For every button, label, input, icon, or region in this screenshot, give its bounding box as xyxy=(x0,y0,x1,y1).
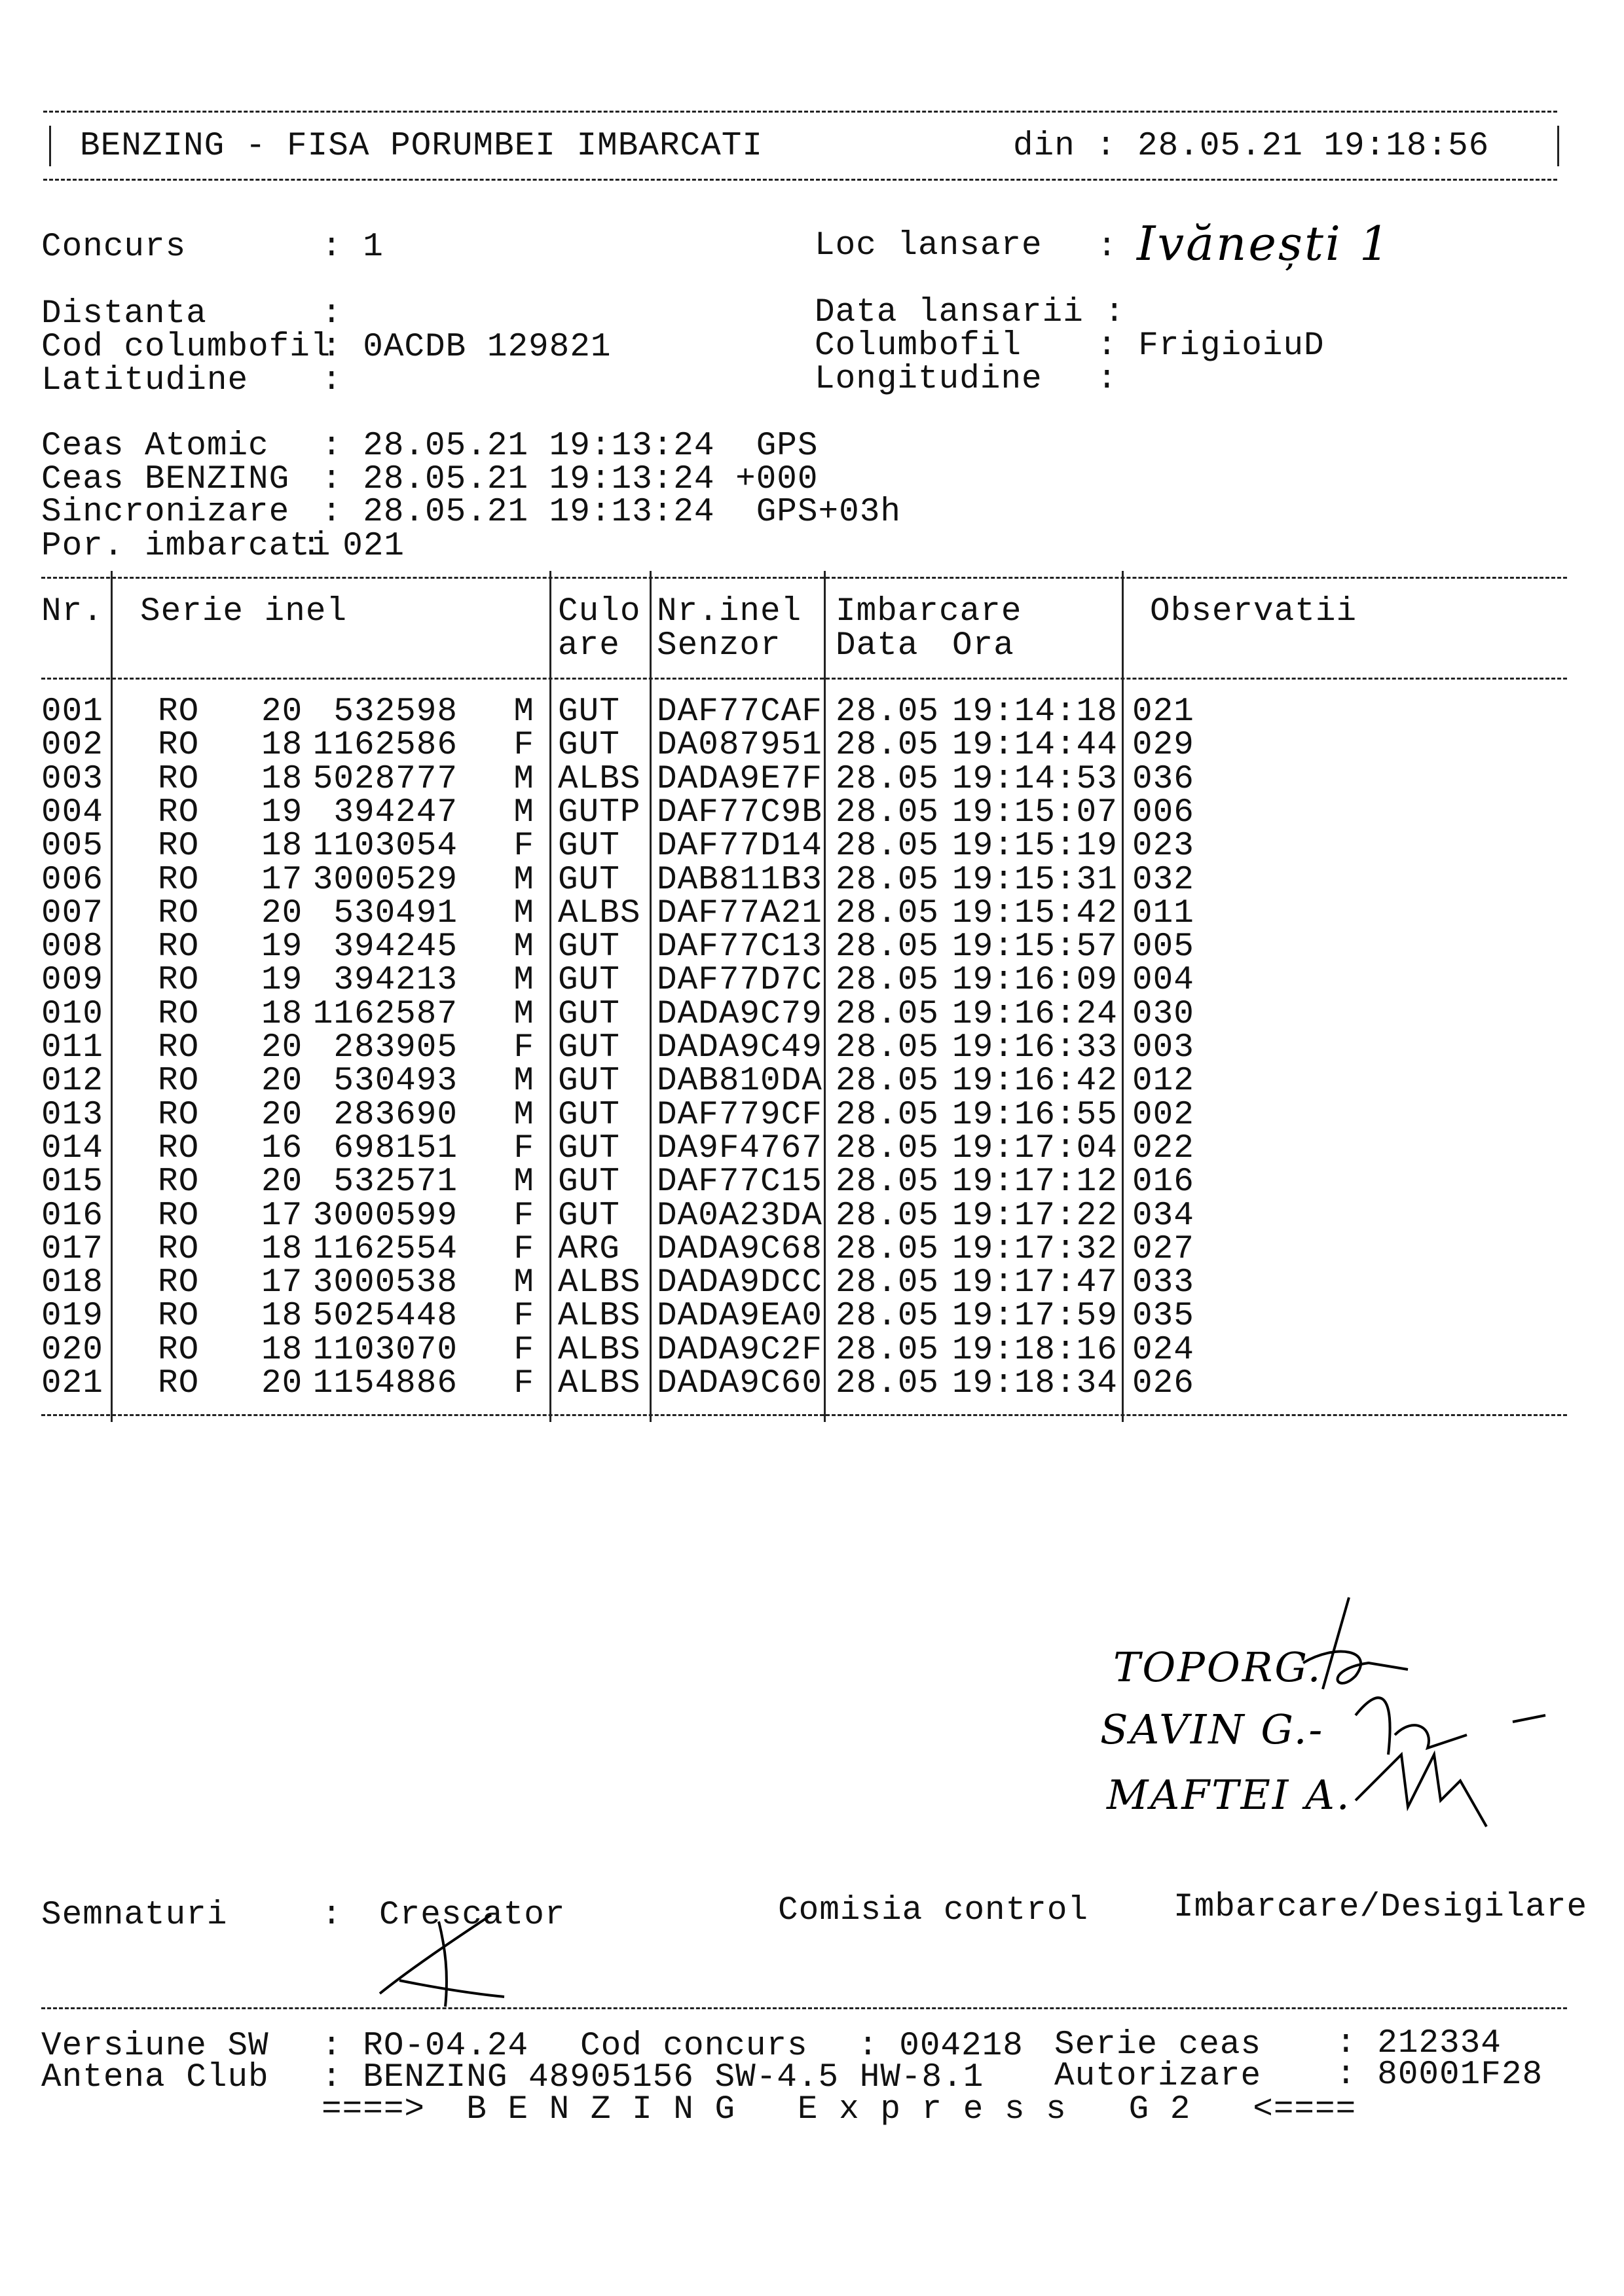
row-country: RO xyxy=(158,1331,200,1369)
row-ring-number: 5028777 xyxy=(312,760,458,798)
row-sex: F xyxy=(513,828,534,866)
row-country: RO xyxy=(158,1197,200,1235)
cod-concurs-label: Cod concurs xyxy=(580,2028,808,2065)
row-sensor-id: DAB810DA xyxy=(657,1063,822,1101)
row-time: 19:16:09 xyxy=(952,962,1118,1000)
row-time: 19:17:59 xyxy=(952,1298,1118,1336)
row-observation: 002 xyxy=(1132,1096,1194,1134)
row-ring-number: 3000538 xyxy=(312,1264,458,1302)
row-sex: M xyxy=(513,760,534,798)
row-nr: 001 xyxy=(41,693,103,731)
header-nr: Nr. xyxy=(41,593,103,630)
header-serie-inel: Serie inel xyxy=(140,593,348,630)
row-year: 17 xyxy=(261,1264,303,1302)
row-ring-number: 3000599 xyxy=(312,1197,458,1235)
row-sex: F xyxy=(513,1129,534,1167)
row-color: ARG xyxy=(558,1230,620,1268)
row-color: GUT xyxy=(558,1063,620,1101)
row-color: ALBS xyxy=(558,760,641,798)
row-ring-number: 1162586 xyxy=(312,727,458,765)
loc-lansare-label: Loc lansare xyxy=(815,227,1043,264)
footer-separator xyxy=(41,2007,1567,2009)
row-ring-number: 394245 xyxy=(333,928,458,966)
longitudine-label: Longitudine xyxy=(815,361,1043,398)
cod-columbofil-value: : 0ACDB 129821 xyxy=(322,329,612,366)
row-year: 16 xyxy=(261,1129,303,1167)
printed-timestamp: 28.05.21 19:18:56 xyxy=(1137,128,1490,165)
row-sensor-id: DADA9C60 xyxy=(657,1365,822,1402)
row-ring-number: 394213 xyxy=(333,962,458,1000)
row-sensor-id: DADA9C2F xyxy=(657,1331,822,1369)
versiune-sw-value: : RO-04.24 xyxy=(322,2028,529,2065)
row-year: 18 xyxy=(261,760,303,798)
row-sex: F xyxy=(513,1029,534,1066)
row-country: RO xyxy=(158,1063,200,1101)
row-sensor-id: DAF779CF xyxy=(657,1096,822,1134)
col-divider-imbarcare xyxy=(1122,571,1124,1422)
row-year: 20 xyxy=(261,1029,303,1066)
row-sex: M xyxy=(513,1063,534,1101)
row-observation: 026 xyxy=(1132,1365,1194,1402)
row-observation: 004 xyxy=(1132,962,1194,1000)
row-color: GUT xyxy=(558,1129,620,1167)
row-sex: F xyxy=(513,1230,534,1268)
row-year: 19 xyxy=(261,928,303,966)
row-ring-number: 532598 xyxy=(333,693,458,731)
row-year: 18 xyxy=(261,995,303,1033)
row-date: 28.05 xyxy=(836,1063,940,1101)
row-nr: 021 xyxy=(41,1365,103,1402)
row-color: GUT xyxy=(558,727,620,765)
row-observation: 024 xyxy=(1132,1331,1194,1369)
row-nr: 011 xyxy=(41,1029,103,1066)
row-observation: 027 xyxy=(1132,1230,1194,1268)
row-date: 28.05 xyxy=(836,995,940,1033)
row-sex: M xyxy=(513,793,534,831)
row-date: 28.05 xyxy=(836,760,940,798)
row-country: RO xyxy=(158,861,200,899)
row-nr: 012 xyxy=(41,1063,103,1101)
row-time: 19:17:12 xyxy=(952,1163,1118,1201)
row-year: 20 xyxy=(261,1063,303,1101)
row-time: 19:14:53 xyxy=(952,760,1118,798)
signature-crescator-label: Crescator xyxy=(379,1897,566,1934)
row-observation: 021 xyxy=(1132,693,1194,731)
row-nr: 008 xyxy=(41,928,103,966)
row-country: RO xyxy=(158,962,200,1000)
row-date: 28.05 xyxy=(836,1129,940,1167)
row-ring-number: 1162554 xyxy=(312,1230,458,1268)
row-color: GUT xyxy=(558,1096,620,1134)
row-country: RO xyxy=(158,928,200,966)
row-year: 19 xyxy=(261,793,303,831)
row-country: RO xyxy=(158,1365,200,1402)
row-observation: 022 xyxy=(1132,1129,1194,1167)
row-time: 19:17:47 xyxy=(952,1264,1118,1302)
row-year: 19 xyxy=(261,962,303,1000)
row-date: 28.05 xyxy=(836,1264,940,1302)
col-divider-serie xyxy=(549,571,551,1422)
row-time: 19:16:42 xyxy=(952,1063,1118,1101)
ceas-atomic-label: Ceas Atomic xyxy=(41,428,269,465)
loc-lansare-handwritten: Ivănești 1 xyxy=(1137,216,1392,271)
row-year: 17 xyxy=(261,1197,303,1235)
row-nr: 003 xyxy=(41,760,103,798)
col-divider-culoare xyxy=(650,571,652,1422)
commission-name-3: MAFTEI A. xyxy=(1107,1771,1352,1819)
row-time: 19:15:19 xyxy=(952,828,1118,866)
row-observation: 005 xyxy=(1132,928,1194,966)
row-sex: F xyxy=(513,727,534,765)
row-nr: 013 xyxy=(41,1096,103,1134)
row-sex: F xyxy=(513,1331,534,1369)
row-sensor-id: DAB811B3 xyxy=(657,861,822,899)
title-box-top-border xyxy=(43,111,1557,113)
row-year: 17 xyxy=(261,861,303,899)
row-date: 28.05 xyxy=(836,861,940,899)
row-sensor-id: DA0A23DA xyxy=(657,1197,822,1235)
row-country: RO xyxy=(158,1298,200,1336)
commission-signatures-scribble xyxy=(1297,1584,1585,1846)
row-sensor-id: DAF77A21 xyxy=(657,894,822,932)
row-ring-number: 1154886 xyxy=(312,1365,458,1402)
row-sensor-id: DA9F4767 xyxy=(657,1129,822,1167)
table-header-separator xyxy=(41,678,1567,680)
row-country: RO xyxy=(158,793,200,831)
row-time: 19:15:57 xyxy=(952,928,1118,966)
row-sex: M xyxy=(513,693,534,731)
printed-label: din : xyxy=(1013,128,1117,165)
col-divider-nr xyxy=(111,571,113,1422)
row-ring-number: 1162587 xyxy=(312,995,458,1033)
serie-ceas-label: Serie ceas xyxy=(1054,2026,1262,2064)
row-observation: 016 xyxy=(1132,1163,1194,1201)
row-ring-number: 1103070 xyxy=(312,1331,458,1369)
row-ring-number: 283905 xyxy=(333,1029,458,1066)
row-time: 19:15:42 xyxy=(952,894,1118,932)
row-observation: 006 xyxy=(1132,793,1194,831)
row-time: 19:15:07 xyxy=(952,793,1118,831)
row-color: GUT xyxy=(558,861,620,899)
row-sex: M xyxy=(513,928,534,966)
benzing-express-banner: ====> B E N Z I N G E x p r e s s G 2 <==== xyxy=(322,2091,1357,2128)
row-time: 19:16:55 xyxy=(952,1096,1118,1134)
row-time: 19:14:18 xyxy=(952,693,1118,731)
row-color: GUT xyxy=(558,928,620,966)
row-color: ALBS xyxy=(558,894,641,932)
row-sensor-id: DAF77CAF xyxy=(657,693,822,731)
sincronizare-label: Sincronizare xyxy=(41,494,290,531)
row-sex: F xyxy=(513,1298,534,1336)
distanta-label: Distanta xyxy=(41,295,207,333)
table-top-separator xyxy=(41,577,1567,579)
row-sensor-id: DADA9C79 xyxy=(657,995,822,1033)
antena-club-value: : BENZING 48905156 SW-4.5 HW-8.1 xyxy=(322,2059,984,2096)
row-country: RO xyxy=(158,1029,200,1066)
header-imbarcare: Imbarcare xyxy=(836,593,1022,630)
header-data: Data xyxy=(836,627,919,665)
row-observation: 011 xyxy=(1132,894,1194,932)
row-date: 28.05 xyxy=(836,1096,940,1134)
sincronizare-value: : 28.05.21 19:13:24 GPS+03h xyxy=(322,494,901,531)
row-time: 19:14:44 xyxy=(952,727,1118,765)
concurs-value: : 1 xyxy=(322,228,384,266)
row-nr: 005 xyxy=(41,828,103,866)
crescator-signature-scribble xyxy=(373,1902,517,2013)
row-sex: F xyxy=(513,1365,534,1402)
signature-imbarcare-label: Imbarcare/Desigilare xyxy=(1173,1889,1588,1926)
row-time: 19:17:22 xyxy=(952,1197,1118,1235)
row-year: 18 xyxy=(261,727,303,765)
row-observation: 003 xyxy=(1132,1029,1194,1066)
data-lansarii-label: Data lansarii : xyxy=(815,294,1126,331)
row-date: 28.05 xyxy=(836,793,940,831)
row-sensor-id: DAF77D14 xyxy=(657,828,822,866)
header-observatii: Observatii xyxy=(1150,593,1357,630)
row-date: 28.05 xyxy=(836,1230,940,1268)
row-nr: 002 xyxy=(41,727,103,765)
row-year: 20 xyxy=(261,1365,303,1402)
distanta-value: : xyxy=(322,295,342,333)
header-nrinel-2: Senzor xyxy=(657,627,781,665)
row-observation: 036 xyxy=(1132,760,1194,798)
header-ora: Ora xyxy=(952,627,1014,665)
row-color: GUTP xyxy=(558,793,641,831)
row-date: 28.05 xyxy=(836,1298,940,1336)
row-country: RO xyxy=(158,1096,200,1134)
row-observation: 035 xyxy=(1132,1298,1194,1336)
col-divider-nrinel xyxy=(824,571,826,1422)
row-nr: 020 xyxy=(41,1331,103,1369)
row-ring-number: 532571 xyxy=(333,1163,458,1201)
latitudine-value: : xyxy=(322,362,342,399)
row-observation: 023 xyxy=(1132,828,1194,866)
row-sensor-id: DADA9C68 xyxy=(657,1230,822,1268)
row-observation: 032 xyxy=(1132,861,1194,899)
autorizare-label: Autorizare xyxy=(1054,2058,1262,2095)
row-sensor-id: DADA9DCC xyxy=(657,1264,822,1302)
row-date: 28.05 xyxy=(836,894,940,932)
antena-club-label: Antena Club xyxy=(41,2059,269,2096)
row-sex: M xyxy=(513,1163,534,1201)
title-box-bottom-border xyxy=(43,179,1557,181)
row-color: GUT xyxy=(558,1029,620,1066)
row-country: RO xyxy=(158,727,200,765)
row-nr: 017 xyxy=(41,1230,103,1268)
header-culoare-2: are xyxy=(558,627,620,665)
row-sex: M xyxy=(513,1096,534,1134)
row-date: 28.05 xyxy=(836,1197,940,1235)
row-ring-number: 530493 xyxy=(333,1063,458,1101)
row-sex: M xyxy=(513,861,534,899)
row-nr: 007 xyxy=(41,894,103,932)
row-observation: 012 xyxy=(1132,1063,1194,1101)
por-imbarcati-label: Por. imbarcati xyxy=(41,528,331,565)
row-year: 20 xyxy=(261,693,303,731)
longitudine-value: : xyxy=(1097,361,1118,398)
row-observation: 033 xyxy=(1132,1264,1194,1302)
row-sensor-id: DAF77C9B xyxy=(657,793,822,831)
row-ring-number: 5025448 xyxy=(312,1298,458,1336)
row-color: GUT xyxy=(558,1197,620,1235)
row-time: 19:18:16 xyxy=(952,1331,1118,1369)
row-nr: 004 xyxy=(41,793,103,831)
row-sex: M xyxy=(513,894,534,932)
row-time: 19:16:33 xyxy=(952,1029,1118,1066)
row-color: GUT xyxy=(558,828,620,866)
row-time: 19:16:24 xyxy=(952,995,1118,1033)
row-sex: M xyxy=(513,962,534,1000)
row-date: 28.05 xyxy=(836,962,940,1000)
commission-name-1: TOPORG. xyxy=(1113,1643,1323,1691)
loc-lansare-colon: : xyxy=(1097,228,1118,266)
row-color: ALBS xyxy=(558,1331,641,1369)
autorizare-value: : 80001F28 xyxy=(1336,2056,1543,2094)
row-country: RO xyxy=(158,1230,200,1268)
row-date: 28.05 xyxy=(836,1029,940,1066)
columbofil-value: : FrigioiuD xyxy=(1097,327,1325,365)
row-nr: 018 xyxy=(41,1264,103,1302)
ceas-atomic-value: : 28.05.21 19:13:24 GPS xyxy=(322,428,819,465)
por-imbarcati-value: : 021 xyxy=(301,528,405,565)
document-title: BENZING - FISA PORUMBEI IMBARCATI xyxy=(80,128,763,165)
row-date: 28.05 xyxy=(836,727,940,765)
row-sensor-id: DADA9C49 xyxy=(657,1029,822,1066)
row-country: RO xyxy=(158,693,200,731)
row-country: RO xyxy=(158,894,200,932)
header-culoare-1: Culo xyxy=(558,593,641,630)
row-sex: F xyxy=(513,1197,534,1235)
row-year: 18 xyxy=(261,828,303,866)
table-bottom-separator xyxy=(41,1414,1567,1416)
row-sensor-id: DADA9E7F xyxy=(657,760,822,798)
commission-name-2: SAVIN G.- xyxy=(1100,1705,1325,1753)
row-country: RO xyxy=(158,995,200,1033)
row-date: 28.05 xyxy=(836,928,940,966)
row-sensor-id: DAF77C15 xyxy=(657,1163,822,1201)
row-sensor-id: DA087951 xyxy=(657,727,822,765)
row-ring-number: 1103054 xyxy=(312,828,458,866)
semnaturi-colon: : xyxy=(322,1897,342,1934)
row-date: 28.05 xyxy=(836,1365,940,1402)
row-date: 28.05 xyxy=(836,693,940,731)
row-year: 20 xyxy=(261,894,303,932)
row-sensor-id: DADA9EA0 xyxy=(657,1298,822,1336)
row-ring-number: 3000529 xyxy=(312,861,458,899)
row-nr: 006 xyxy=(41,861,103,899)
cod-columbofil-label: Cod columbofil xyxy=(41,329,331,366)
row-color: ALBS xyxy=(558,1264,641,1302)
row-time: 19:17:32 xyxy=(952,1230,1118,1268)
row-country: RO xyxy=(158,760,200,798)
row-color: GUT xyxy=(558,962,620,1000)
row-color: GUT xyxy=(558,1163,620,1201)
row-nr: 016 xyxy=(41,1197,103,1235)
row-nr: 010 xyxy=(41,995,103,1033)
latitudine-label: Latitudine xyxy=(41,362,249,399)
row-color: GUT xyxy=(558,693,620,731)
row-sex: M xyxy=(513,995,534,1033)
row-date: 28.05 xyxy=(836,828,940,866)
row-nr: 019 xyxy=(41,1298,103,1336)
row-time: 19:15:31 xyxy=(952,861,1118,899)
row-sensor-id: DAF77D7C xyxy=(657,962,822,1000)
title-box-left-border xyxy=(49,126,51,166)
title-box-right-border xyxy=(1557,126,1559,166)
concurs-label: Concurs xyxy=(41,228,187,266)
ceas-benzing-value: : 28.05.21 19:13:24 +000 xyxy=(322,461,819,498)
row-year: 18 xyxy=(261,1331,303,1369)
row-date: 28.05 xyxy=(836,1331,940,1369)
row-time: 19:18:34 xyxy=(952,1365,1118,1402)
row-ring-number: 394247 xyxy=(333,793,458,831)
header-nrinel-1: Nr.inel xyxy=(657,593,802,630)
row-nr: 015 xyxy=(41,1163,103,1201)
versiune-sw-label: Versiune SW xyxy=(41,2028,269,2065)
signature-comisia-label: Comisia control xyxy=(778,1892,1089,1929)
row-ring-number: 530491 xyxy=(333,894,458,932)
semnaturi-label: Semnaturi xyxy=(41,1897,228,1934)
row-ring-number: 698151 xyxy=(333,1129,458,1167)
row-country: RO xyxy=(158,1264,200,1302)
columbofil-label: Columbofil xyxy=(815,327,1022,365)
row-country: RO xyxy=(158,828,200,866)
row-observation: 034 xyxy=(1132,1197,1194,1235)
row-sensor-id: DAF77C13 xyxy=(657,928,822,966)
row-color: GUT xyxy=(558,995,620,1033)
row-observation: 030 xyxy=(1132,995,1194,1033)
row-country: RO xyxy=(158,1163,200,1201)
row-year: 18 xyxy=(261,1230,303,1268)
row-color: ALBS xyxy=(558,1365,641,1402)
row-observation: 029 xyxy=(1132,727,1194,765)
ceas-benzing-label: Ceas BENZING xyxy=(41,461,290,498)
serie-ceas-value: : 212334 xyxy=(1336,2025,1502,2062)
row-ring-number: 283690 xyxy=(333,1096,458,1134)
row-date: 28.05 xyxy=(836,1163,940,1201)
row-nr: 014 xyxy=(41,1129,103,1167)
row-nr: 009 xyxy=(41,962,103,1000)
row-sex: M xyxy=(513,1264,534,1302)
row-country: RO xyxy=(158,1129,200,1167)
row-color: ALBS xyxy=(558,1298,641,1336)
row-year: 20 xyxy=(261,1163,303,1201)
row-year: 20 xyxy=(261,1096,303,1134)
row-time: 19:17:04 xyxy=(952,1129,1118,1167)
row-year: 18 xyxy=(261,1298,303,1336)
cod-concurs-value: : 004218 xyxy=(858,2028,1024,2065)
